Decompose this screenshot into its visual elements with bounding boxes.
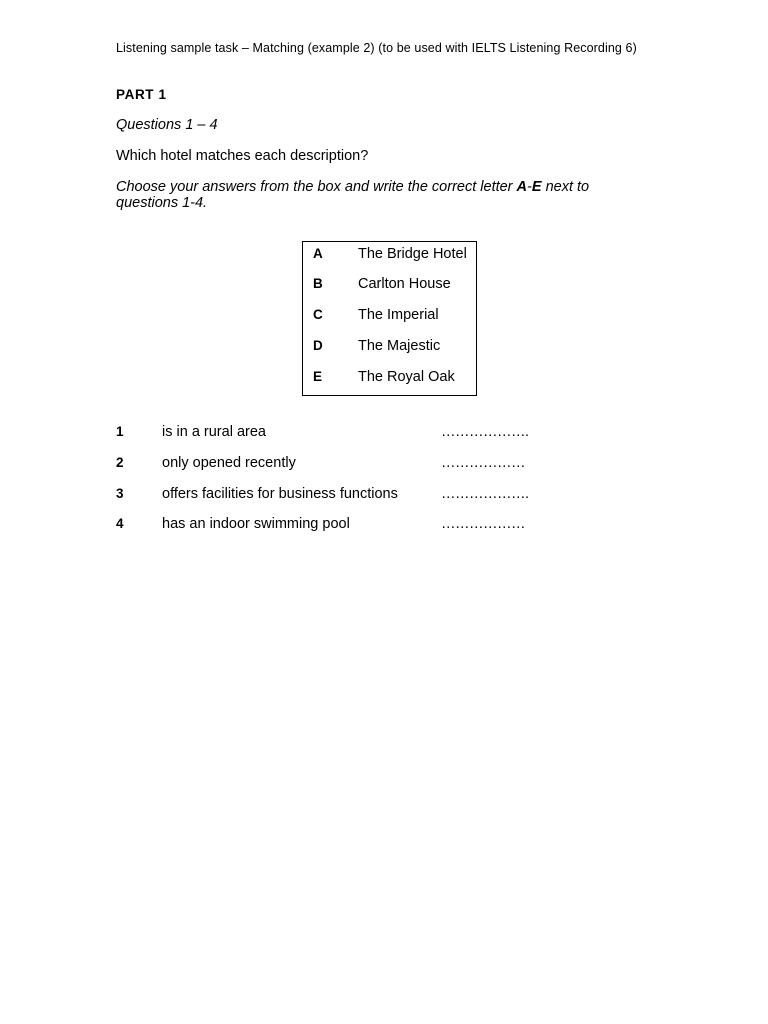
options-box	[302, 241, 477, 396]
option-name: The Bridge Hotel	[358, 246, 467, 262]
question-number: 2	[116, 455, 124, 470]
option-name: Carlton House	[358, 276, 451, 292]
question-3	[116, 486, 576, 506]
instruction-letter-a: A	[516, 179, 528, 195]
instruction-after: next to questions 1-4.	[116, 179, 590, 211]
answer-blank[interactable]: ……………….	[441, 424, 529, 440]
page-header: Listening sample task – Matching (example 2) (to be used with IELTS Listening Recording 6)	[116, 41, 637, 55]
option-a	[303, 246, 476, 266]
option-e	[303, 369, 476, 389]
option-letter: A	[313, 246, 323, 261]
question-prompt: Which hotel matches each description?	[116, 148, 369, 164]
question-4	[116, 516, 576, 536]
option-letter: C	[313, 307, 323, 322]
answer-blank[interactable]: ……………….	[441, 486, 529, 502]
instruction-dash: -	[527, 179, 532, 195]
question-2	[116, 455, 576, 475]
option-c	[303, 307, 476, 327]
part-heading: PART 1	[116, 87, 167, 102]
instruction-before: Choose your answers from the box and write the correct letter	[116, 179, 517, 195]
answer-blank[interactable]: ………………	[441, 516, 525, 532]
option-name: The Majestic	[358, 338, 441, 354]
option-name: The Imperial	[358, 307, 439, 323]
question-range: Questions 1 – 4	[116, 117, 218, 133]
option-d	[303, 338, 476, 358]
question-number: 4	[116, 516, 124, 531]
instruction-text	[116, 179, 596, 211]
option-name: The Royal Oak	[358, 369, 455, 385]
question-number: 1	[116, 424, 124, 439]
question-text: has an indoor swimming pool	[162, 516, 350, 532]
question-1	[116, 424, 576, 444]
question-number: 3	[116, 486, 124, 501]
instruction-letter-e: E	[531, 179, 542, 195]
answer-blank[interactable]: ………………	[441, 455, 525, 471]
question-text: only opened recently	[162, 455, 296, 471]
option-letter: D	[313, 338, 323, 353]
question-text: is in a rural area	[162, 424, 266, 440]
option-letter: B	[313, 276, 323, 291]
question-text: offers facilities for business functions	[162, 486, 398, 502]
option-b	[303, 276, 476, 296]
option-letter: E	[313, 369, 323, 384]
